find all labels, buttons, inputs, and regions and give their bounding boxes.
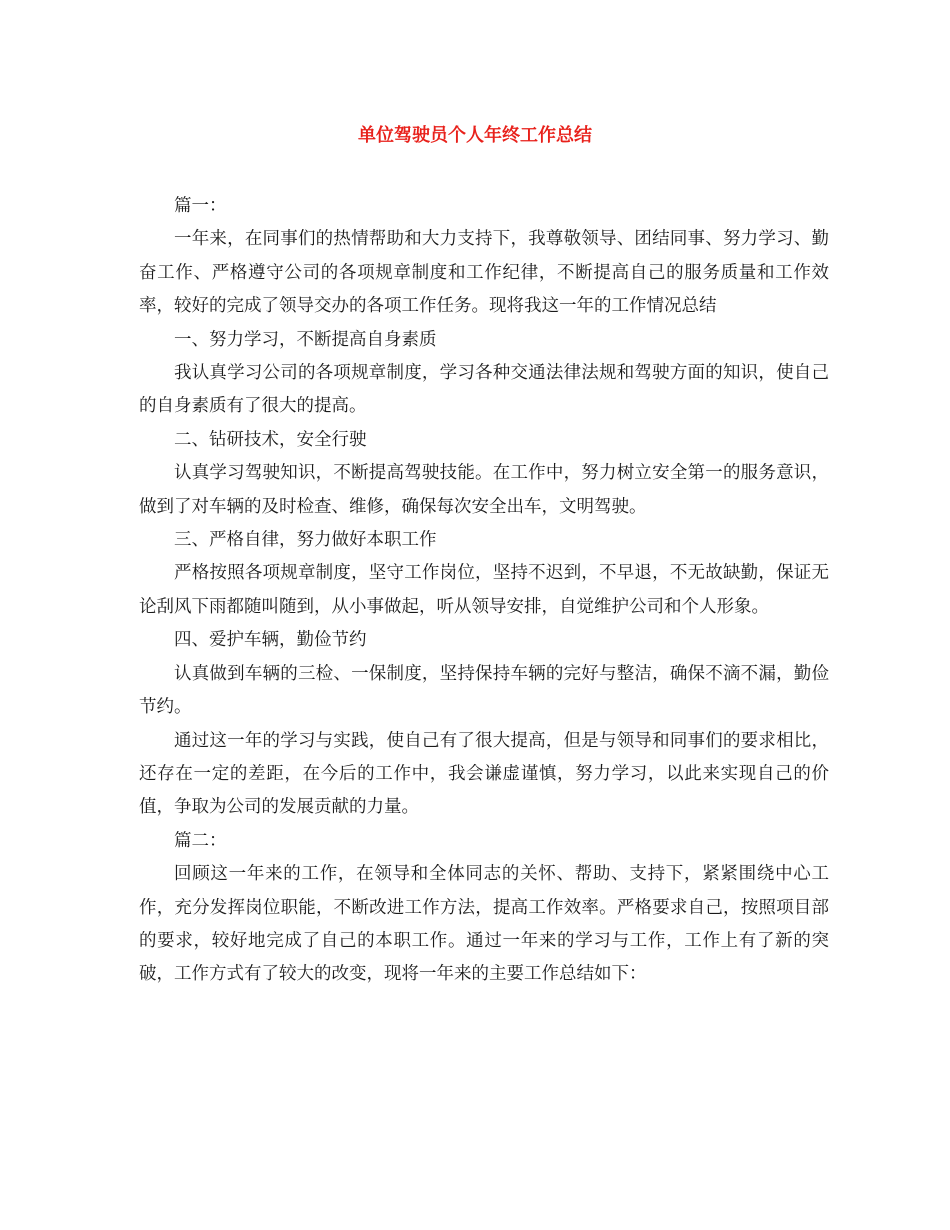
study-paragraph: 我认真学习公司的各项规章制度，学习各种交通法律法规和驾驶方面的知识，使自己的自身素质有了很大的提高。 bbox=[139, 363, 829, 417]
document-title: 单位驾驶员个人年终工作总结 bbox=[358, 125, 592, 146]
section-heading-study: 一、努力学习，不断提高自身素质 bbox=[174, 329, 437, 350]
section-heading-skills: 二、钻研技术，安全行驶 bbox=[174, 429, 367, 450]
section-heading-discipline: 三、严格自律，努力做好本职工作 bbox=[174, 530, 437, 551]
part-2-intro-paragraph: 回顾这一年来的工作，在领导和全体同志的关怀、帮助、支持下，紧紧围绕中心工作，充分发挥岗位职能，不断改进工作方法，提高工作效率。严格要求自己，按照项目部的要求，较好地完成了自己的本职工作。通过一年来的学习与工作，工作上有了新的突破，工作方式有了较大的改变，现将一年来的主要工作总结如下： bbox=[139, 864, 829, 985]
discipline-paragraph: 严格按照各项规章制度，坚守工作岗位，坚持不迟到，不早退，不无故缺勤，保证无论刮风下雨都随叫随到，从小事做起，听从领导安排，自觉维护公司和个人形象。 bbox=[139, 563, 829, 617]
section-heading-vehicles: 四、爱护车辆，勤俭节约 bbox=[174, 630, 367, 651]
vehicles-paragraph: 认真做到车辆的三检、一保制度，坚持保持车辆的完好与整洁，确保不滴不漏，勤俭节约。 bbox=[139, 663, 829, 718]
document-body bbox=[139, 190, 829, 992]
skills-paragraph: 认真学习驾驶知识，不断提高驾驶技能。在工作中，努力树立安全第一的服务意识，做到了对车辆的及时检查、维修，确保每次安全出车，文明驾驶。 bbox=[139, 463, 829, 517]
section-heading-part-1: 篇一： bbox=[174, 196, 227, 216]
conclusion-paragraph: 通过这一年的学习与实践，使自己有了很大提高，但是与领导和同事们的要求相比，还存在一定的差距，在今后的工作中，我会谦虚谨慎，努力学习，以此来实现自己的价值，争取为公司的发展贡献的力量。 bbox=[139, 730, 829, 818]
section-heading-part-2: 篇二： bbox=[174, 830, 227, 851]
intro-paragraph: 一年来，在同事们的热情帮助和大力支持下，我尊敬领导、团结同事、努力学习、勤奋工作、严格遵守公司的各项规章制度和工作纪律，不断提高自己的服务质量和工作效率，较好的完成了领导交办的各项工作任务。现将我这一年的工作情况总结 bbox=[139, 229, 829, 317]
